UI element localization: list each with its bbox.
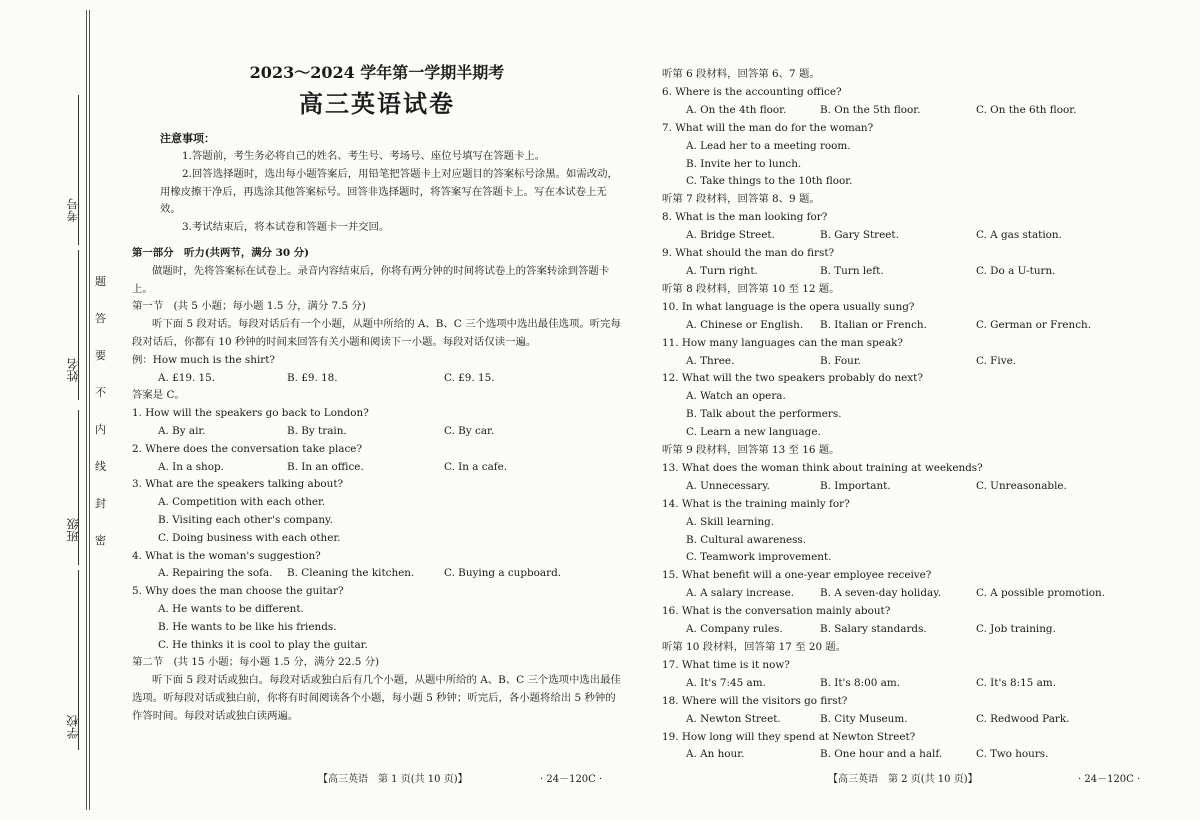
option: C. Teamwork improvement. <box>686 551 832 564</box>
options-row <box>132 423 622 441</box>
seal-char: 题 <box>95 275 106 288</box>
option: A. £19. 15. <box>158 371 216 384</box>
question-text: 16. What is the conversation mainly about? <box>662 605 891 618</box>
option: C. £9. 15. <box>444 371 495 384</box>
notice-item: 1.答题前，考生务必将自己的姓名、考生号、考场号、座位号填写在答题卡上。 <box>182 150 546 162</box>
option: C. Buying a cupboard. <box>444 567 562 580</box>
option: B. A seven-day holiday. <box>820 587 942 600</box>
option: A. Newton Street. <box>686 712 781 725</box>
options-row <box>662 675 1187 693</box>
option: C. Redwood Park. <box>976 712 1070 725</box>
banji-line <box>78 410 79 565</box>
section1-intro: 听下面 5 段对话。每段对话后有一个小题，从题中所给的 A、B、C 三个选项中选出最佳选项。听完每段对话后，你都有 10 秒钟的时间来回答有关小题和阅读下一小题。每段对话仅读一遍。 <box>132 318 621 348</box>
options-row <box>662 711 1187 729</box>
footer-code-2: · 24－120C · <box>1078 774 1141 785</box>
option: B. Turn left. <box>820 264 884 277</box>
label-xuexiao: 学校 <box>66 715 80 739</box>
material-instruction: 听第 8 段材料，回答第 10 至 12 题。 <box>662 282 840 295</box>
option: A. Company rules. <box>686 623 783 636</box>
option: A. By air. <box>158 424 206 437</box>
option: A. Chinese or English. <box>686 318 804 331</box>
label-banji: 班级 <box>66 518 80 542</box>
seal-char: 不 <box>95 386 106 399</box>
option: A. Bridge Street. <box>686 229 775 242</box>
question-text: 13. What does the woman think about training at weekends? <box>662 461 983 474</box>
right-column <box>662 66 1187 764</box>
question-text: 19. How long will they spend at Newton Street? <box>662 730 916 743</box>
section2-heading: 第二节 (共 15 小题；每小题 1.5 分，满分 22.5 分) <box>132 656 380 669</box>
material-instruction: 听第 10 段材料，回答第 17 至 20 题。 <box>662 641 847 653</box>
option: C. A gas station. <box>976 229 1062 242</box>
option: C. By car. <box>444 424 495 437</box>
question-text: 5. Why does the man choose the guitar? <box>132 585 344 598</box>
section1-heading: 第一节 (共 5 小题；每小题 1.5 分，满分 7.5 分) <box>132 300 366 313</box>
option: B. Cleaning the kitchen. <box>287 567 415 580</box>
footer-code-1: · 24－120C · <box>540 774 603 785</box>
margin-rule-inner <box>89 10 90 810</box>
seal-char: 答 <box>95 312 106 325</box>
footer-page-1: 【高三英语 第 1 页(共 10 页)】 <box>318 774 468 785</box>
option: A. In a shop. <box>158 460 224 473</box>
option: B. Important. <box>820 479 891 492</box>
option: B. Salary standards. <box>820 623 927 636</box>
option: A. He wants to be different. <box>158 602 304 615</box>
question-text: 18. Where will the visitors go first? <box>662 694 848 707</box>
option: B. Visiting each other's company. <box>158 513 333 526</box>
part1-intro: 做题时，先将答案标在试卷上。录音内容结束后，你将有两分钟的时间将试卷上的答案转涂到答题卡上。 <box>132 264 610 295</box>
option: A. Competition with each other. <box>158 496 326 509</box>
option: B. He wants to be like his friends. <box>158 620 337 633</box>
options-row <box>132 565 622 583</box>
option: C. In a cafe. <box>444 460 508 473</box>
notice-heading: 注意事项： <box>160 132 215 145</box>
option: C. Five. <box>976 354 1017 367</box>
options-row <box>662 746 1187 764</box>
question-text: 10. In what language is the opera usually sung? <box>662 300 915 313</box>
option: B. City Museum. <box>820 712 908 725</box>
seal-char: 封 <box>95 497 106 510</box>
option: C. It's 8:15 am. <box>976 676 1056 689</box>
option: A. Repairing the sofa. <box>158 567 273 580</box>
question-text: 17. What time is it now? <box>662 658 790 671</box>
question-text: 12. What will the two speakers probably do next? <box>662 372 923 385</box>
question-text: 6. Where is the accounting office? <box>662 85 842 98</box>
option: B. Italian or French. <box>820 318 927 331</box>
question-text: 11. How many languages can the man speak? <box>662 336 904 349</box>
seal-char: 密 <box>95 534 106 547</box>
question-text: 14. What is the training mainly for? <box>662 497 850 510</box>
option: C. A possible promotion. <box>976 587 1106 600</box>
option: A. Three. <box>686 354 735 367</box>
option: C. On the 6th floor. <box>976 103 1077 116</box>
option: A. Unnecessary. <box>686 479 770 492</box>
option: C. Two hours. <box>976 748 1049 761</box>
left-questions <box>132 405 622 654</box>
option: C. German or French. <box>976 318 1092 331</box>
option: B. Cultural awareness. <box>686 533 807 546</box>
question-text: 9. What should the man do first? <box>662 247 835 260</box>
option: A. On the 4th floor. <box>686 103 787 116</box>
options-row <box>662 227 1187 245</box>
section2-intro: 听下面 5 段对话或独白。每段对话或独白后有几个小题，从题中所给的 A、B、C 三个选项中选出最佳选项。听每段对话或独白前，你将有时间阅读各个小题，每小题 5 秒钟；听完后，各小题将给出 5 秒钟的作答时间。每段对话或独白读两遍。 <box>132 674 621 722</box>
exam-year-title: 2023～2024 学年第一学期半期考 <box>249 63 505 82</box>
option: C. Job training. <box>976 623 1056 636</box>
option: A. Skill learning. <box>686 515 775 528</box>
option: C. Learn a new language. <box>686 426 821 439</box>
options-row <box>662 585 1187 603</box>
option: C. Unreasonable. <box>976 479 1067 492</box>
question-text: 4. What is the woman's suggestion? <box>132 549 321 562</box>
option: B. On the 5th floor. <box>820 103 921 116</box>
question-text: 7. What will the man do for the woman? <box>662 121 874 134</box>
option: C. Take things to the 10th floor. <box>686 175 853 188</box>
example-options <box>132 370 622 388</box>
question-text: 3. What are the speakers talking about? <box>132 478 344 491</box>
option: A. An hour. <box>686 748 745 761</box>
options-row <box>662 102 1187 120</box>
option: B. Talk about the performers. <box>686 408 842 421</box>
option: B. Gary Street. <box>820 229 899 242</box>
seal-char: 线 <box>95 460 106 473</box>
seal-char: 要 <box>95 349 106 362</box>
option: A. Lead her to a meeting room. <box>686 139 851 152</box>
question-text: 8. What is the man looking for? <box>662 211 828 224</box>
option: A. It's 7:45 am. <box>686 676 766 689</box>
options-row <box>662 317 1187 335</box>
option: A. A salary increase. <box>686 587 795 600</box>
part1-heading: 第一部分 听力(共两节，满分 30 分) <box>132 246 309 259</box>
option: B. £9. 18. <box>287 371 338 384</box>
kaohao-line <box>78 95 79 245</box>
question-text: 1. How will the speakers go back to London? <box>132 407 369 420</box>
option: A. Watch an opera. <box>686 390 786 403</box>
notice-item: 2.回答选择题时，选出每小题答案后，用铅笔把答题卡上对应题目的答案标号涂黑。如需改动，用橡皮擦干净后，再选涂其他答案标号。回答非选择题时，将答案写在答题卡上。写在本试卷上无效。 <box>160 167 618 216</box>
option: C. He thinks it is cool to play the guitar. <box>158 638 368 651</box>
xingming-line <box>78 250 79 400</box>
question-text: 2. Where does the conversation take place? <box>132 442 363 455</box>
notice-item: 3.考试结束后，将本试卷和答题卡一并交回。 <box>182 221 390 234</box>
left-column <box>132 58 622 726</box>
label-kaohao: 考号 <box>66 198 80 222</box>
option: B. In an office. <box>287 460 364 473</box>
option: C. Doing business with each other. <box>158 531 341 544</box>
footer-page-2: 【高三英语 第 2 页(共 10 页)】 <box>828 774 978 785</box>
material-instruction: 听第 9 段材料，回答第 13 至 16 题。 <box>662 444 840 457</box>
option: B. Invite her to lunch. <box>686 157 802 170</box>
options-row <box>662 353 1187 371</box>
seal-char: 内 <box>95 423 106 436</box>
material-instruction: 听第 7 段材料，回答第 8、9 题。 <box>662 193 820 206</box>
example-question: 例：How much is the shirt? <box>132 353 275 366</box>
margin-rule <box>86 10 87 810</box>
option: B. By train. <box>287 424 347 437</box>
label-xingming: 姓名 <box>66 358 80 382</box>
xuexiao-line <box>78 570 79 750</box>
option: A. Turn right. <box>686 264 758 277</box>
binding-margin <box>0 0 125 820</box>
option: B. Four. <box>820 354 861 367</box>
option: B. It's 8:00 am. <box>820 676 900 689</box>
material-instruction: 听第 6 段材料，回答第 6、7 题。 <box>662 68 820 80</box>
question-text: 15. What benefit will a one-year employee receive? <box>662 569 932 582</box>
options-row <box>662 263 1187 281</box>
options-row <box>132 459 622 477</box>
options-row <box>662 621 1187 639</box>
exam-main-title: 高三英语试卷 <box>299 90 455 118</box>
example-answer: 答案是 C。 <box>132 389 185 402</box>
options-row <box>662 478 1187 496</box>
option: C. Do a U-turn. <box>976 264 1056 277</box>
option: B. One hour and a half. <box>820 748 943 761</box>
